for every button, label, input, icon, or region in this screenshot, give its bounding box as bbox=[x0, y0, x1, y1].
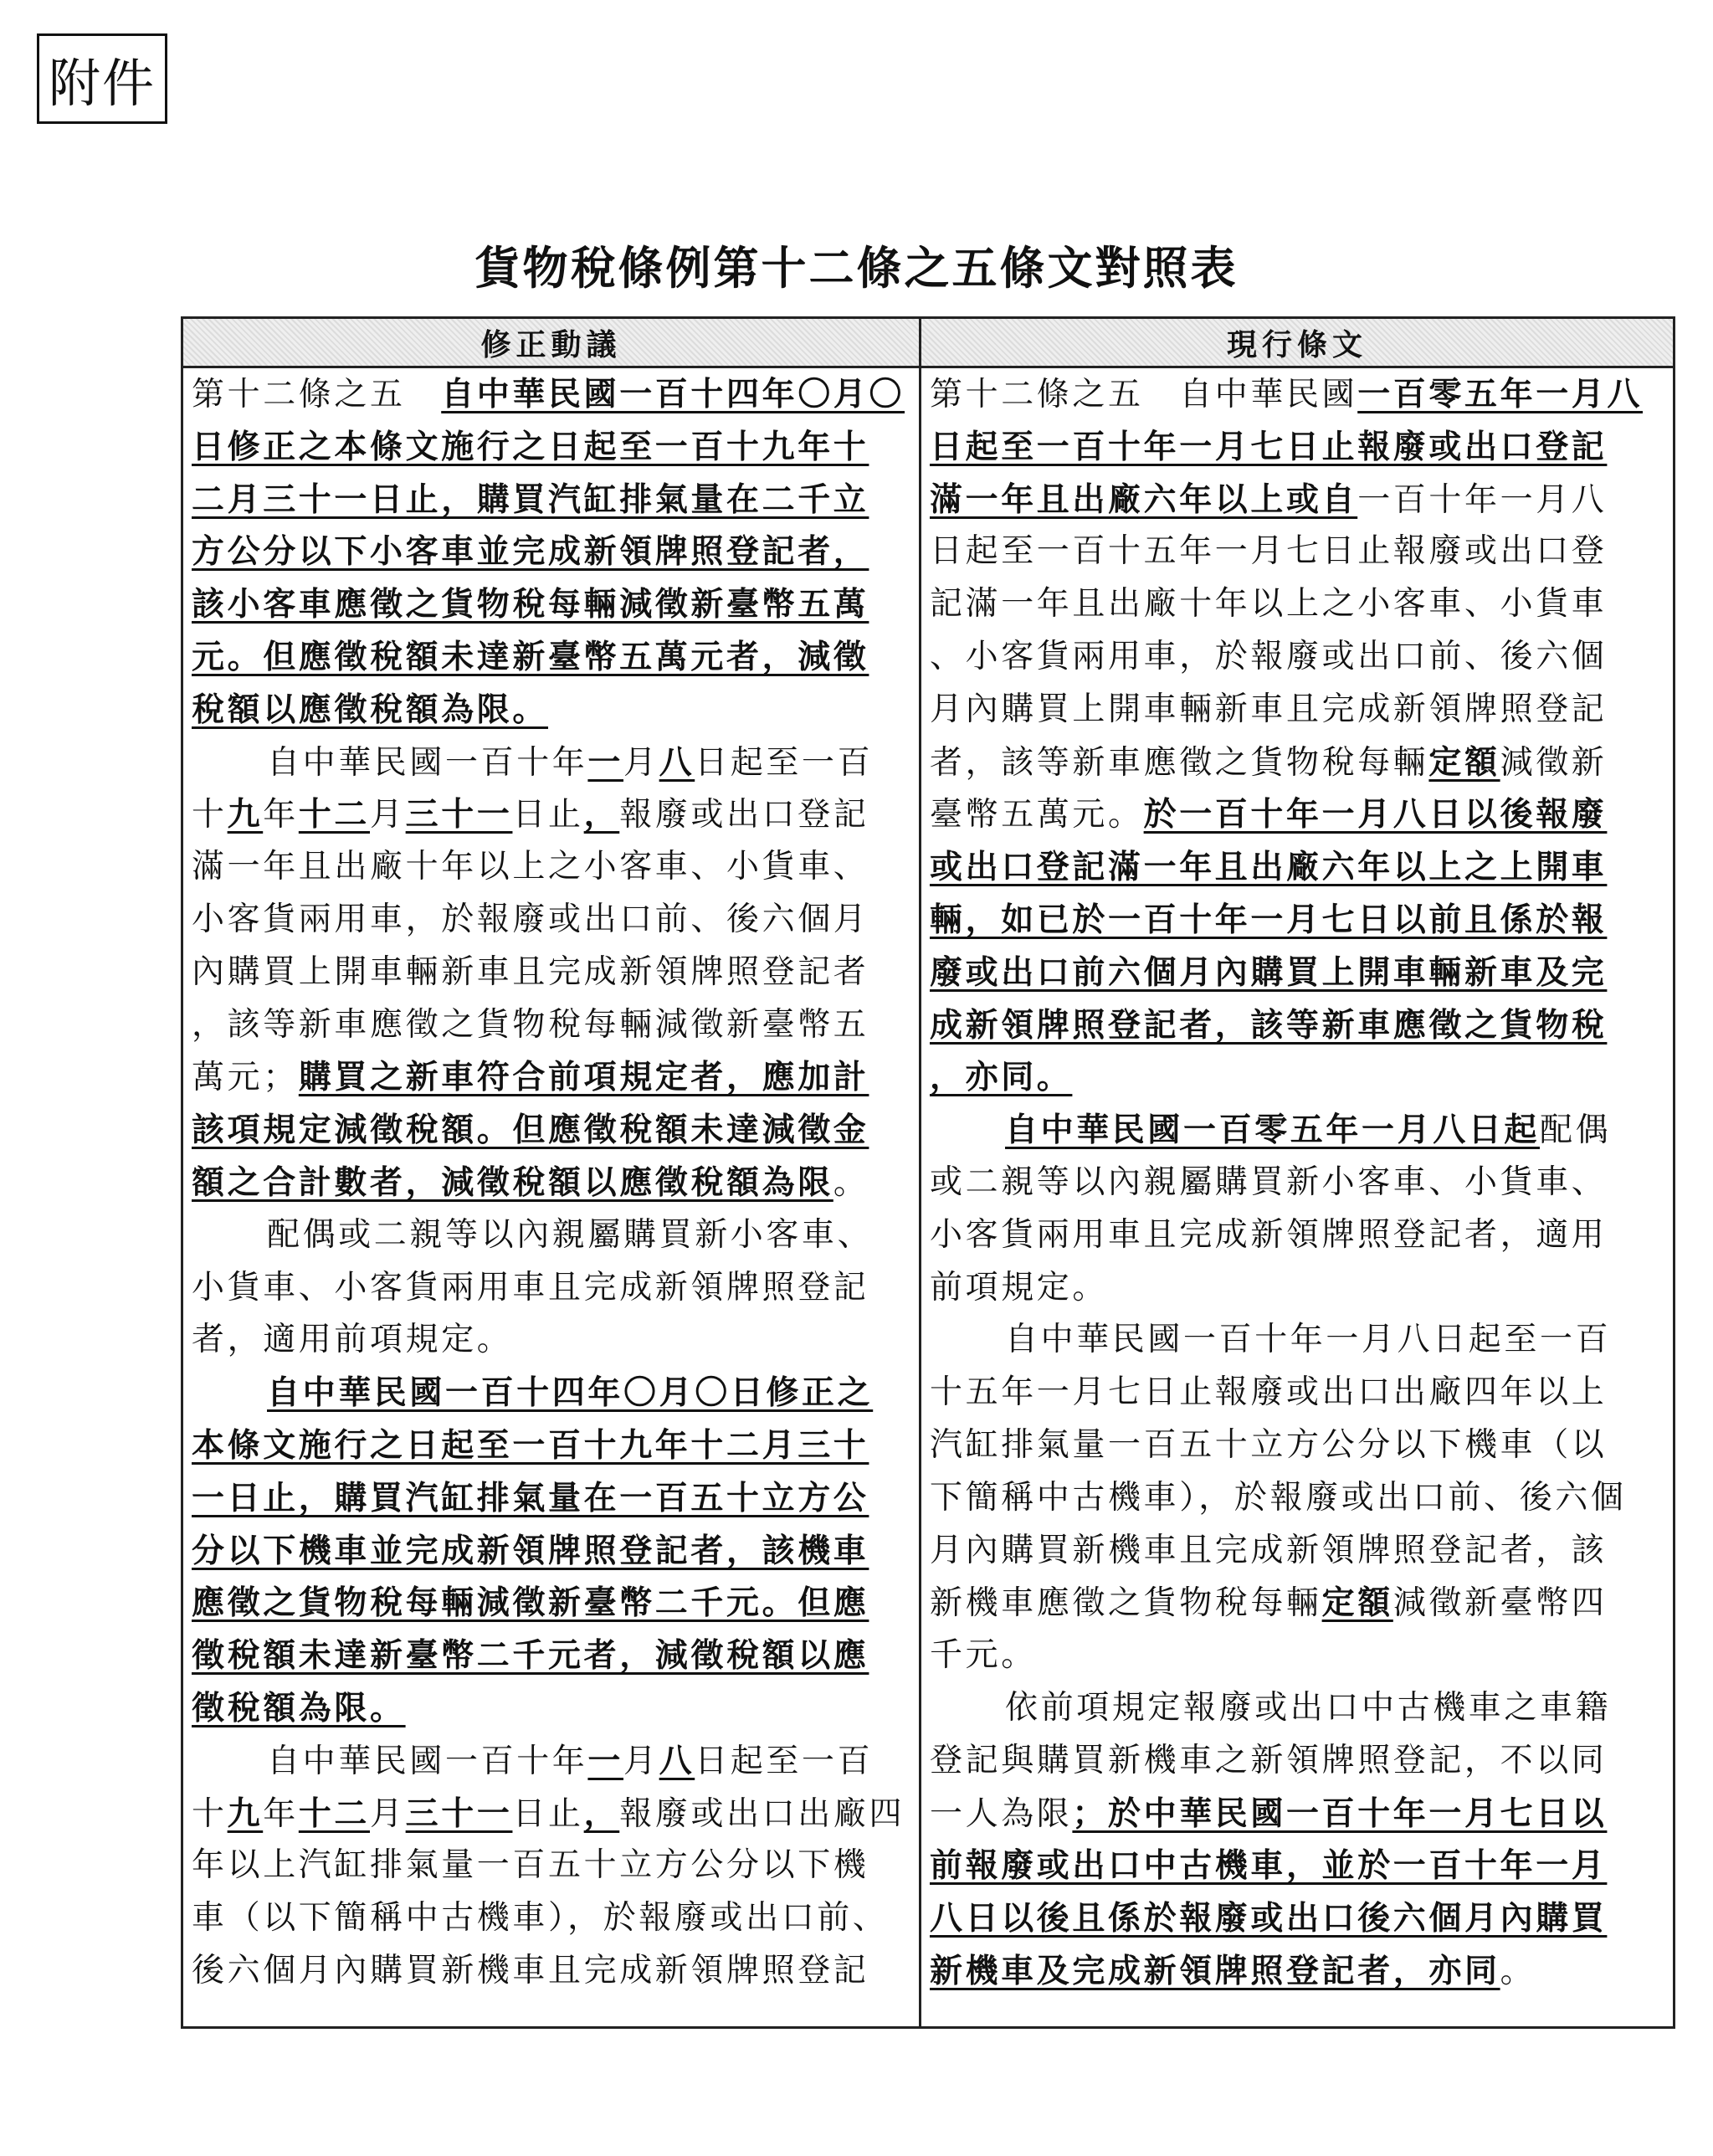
plain-text: 者，該等新車應徵之貨物稅每輛 bbox=[930, 743, 1429, 782]
underlined-text: 八 bbox=[659, 1741, 695, 1780]
right-text-line bbox=[930, 368, 1659, 421]
left-text-line bbox=[192, 1314, 905, 1367]
current-column bbox=[921, 319, 1673, 2026]
left-text-line bbox=[192, 947, 905, 999]
plain-text: 記滿一年且出廠十年以上之小客車、小貨車 bbox=[930, 585, 1608, 624]
plain-text: 者，適用前項規定。 bbox=[192, 1321, 513, 1359]
plain-text: 汽缸排氣量一百五十立方公分以下機車（以 bbox=[930, 1425, 1608, 1464]
left-text-line bbox=[192, 526, 905, 578]
right-text-line bbox=[930, 1314, 1659, 1367]
plain-text: 小貨車、小客貨兩用車且完成新領牌照登記 bbox=[192, 1268, 869, 1306]
plain-text: 報廢或出口出廠四 bbox=[619, 1794, 905, 1833]
underlined-text: 一百零五年一月八 bbox=[1357, 375, 1644, 413]
plain-text: 、小客貨兩用車，於報廢或出口前、後六個 bbox=[930, 637, 1608, 675]
underlined-text: 方公分以下小客車並完成新領牌照登記者， bbox=[192, 532, 869, 572]
underlined-text: 徵稅額未達新臺幣二千元者，減徵稅額以應 bbox=[192, 1636, 869, 1676]
plain-text: 年 bbox=[263, 1794, 299, 1833]
underlined-text: 一 bbox=[587, 742, 624, 782]
underlined-text: 一 bbox=[587, 1741, 624, 1780]
left-text-line bbox=[192, 1788, 905, 1840]
underlined-text: ， bbox=[583, 1794, 620, 1833]
underlined-text: ；於中華民國一百十年一月七日以 bbox=[1072, 1794, 1608, 1833]
plain-text: 內購買上開車輛新車且完成新領牌照登記者 bbox=[192, 952, 869, 991]
right-text-line bbox=[930, 1157, 1659, 1209]
plain-text: 日止 bbox=[512, 1794, 584, 1833]
underlined-text: 自中華民國一百十四年〇月〇 bbox=[441, 375, 905, 413]
right-text-line bbox=[930, 1840, 1659, 1892]
right-text-line bbox=[930, 894, 1659, 947]
document-title: 貨物稅條例第十二條之五條文對照表 bbox=[474, 241, 1239, 295]
left-text-line bbox=[192, 788, 905, 841]
right-text-line bbox=[930, 1892, 1659, 1945]
plain-text: 小客貨兩用車且完成新領牌照登記者，適用 bbox=[930, 1215, 1608, 1254]
left-text-line bbox=[192, 1735, 905, 1788]
plain-text: 月 bbox=[370, 796, 406, 834]
right-text-line bbox=[930, 1788, 1659, 1840]
left-text-line bbox=[192, 1262, 905, 1315]
left-text-line bbox=[192, 1367, 905, 1419]
amendment-text bbox=[183, 368, 919, 1998]
underlined-text: 十二 bbox=[298, 1794, 371, 1833]
left-text-line bbox=[192, 1051, 905, 1104]
right-text-line bbox=[930, 474, 1659, 526]
plain-text: 第十二條之五 bbox=[192, 376, 442, 413]
plain-text: 年 bbox=[263, 796, 299, 834]
underlined-text: 於一百十年一月八日以後報廢 bbox=[1143, 795, 1608, 834]
underlined-text: 八 bbox=[659, 742, 695, 782]
underlined-text: 定額 bbox=[1321, 1584, 1393, 1623]
plain-text: 小客貨兩用車，於報廢或出口前、後六個月 bbox=[192, 900, 869, 938]
current-column-header: 現行條文 bbox=[921, 319, 1673, 368]
plain-text: 十 bbox=[192, 1794, 228, 1833]
plain-text: 日起至一百 bbox=[695, 1742, 874, 1780]
underlined-text: 購買之新車符合前項規定者，應加計 bbox=[298, 1058, 869, 1097]
underlined-text: 九 bbox=[227, 1794, 264, 1833]
left-text-line bbox=[192, 474, 905, 526]
right-text-line bbox=[930, 1525, 1659, 1578]
plain-text: 減徵新臺幣四 bbox=[1392, 1584, 1608, 1623]
right-text-line bbox=[930, 684, 1659, 737]
plain-text: 第十二條之五 自中華民國 bbox=[930, 376, 1358, 413]
right-text-line bbox=[930, 947, 1659, 999]
right-text-line bbox=[930, 578, 1659, 631]
left-text-line bbox=[192, 841, 905, 894]
plain-text: 一人為限 bbox=[930, 1794, 1073, 1833]
underlined-text: 自中華民國一百零五年一月八日起 bbox=[1005, 1111, 1541, 1150]
plain-text: 萬元； bbox=[192, 1059, 299, 1097]
underlined-text: 一日止，購買汽缸排氣量在一百五十立方公 bbox=[192, 1478, 869, 1517]
plain-text: 千元。 bbox=[930, 1636, 1037, 1675]
right-text-line bbox=[930, 1630, 1659, 1682]
plain-text: 。 bbox=[833, 1163, 869, 1202]
underlined-text: 廢或出口前六個月內購買上開車輛新車及完 bbox=[930, 952, 1608, 992]
plain-text: 或二親等以內親屬購買新小客車、小貨車、 bbox=[930, 1163, 1608, 1201]
underlined-text: 輛，如已於一百十年一月七日以前且係於報 bbox=[930, 900, 1608, 939]
right-text-line bbox=[930, 421, 1659, 474]
underlined-text: 十二 bbox=[298, 795, 371, 834]
plain-text: 自中華民國一百十年 bbox=[267, 743, 588, 782]
right-text-line bbox=[930, 1682, 1659, 1735]
right-text-line bbox=[930, 1367, 1659, 1419]
left-text-line bbox=[192, 1209, 905, 1262]
underlined-text: 日修正之本條文施行之日起至一百十九年十 bbox=[192, 427, 869, 466]
underlined-text: 二月三十一日止，購買汽缸排氣量在二千立 bbox=[192, 480, 869, 519]
left-text-line bbox=[192, 368, 905, 421]
left-text-line bbox=[192, 1682, 905, 1735]
comparison-table bbox=[181, 316, 1675, 2029]
right-text-line bbox=[930, 1209, 1659, 1262]
right-text-line bbox=[930, 1419, 1659, 1472]
plain-text: 車（以下簡稱中古機車），於報廢或出口前、 bbox=[192, 1899, 889, 1938]
plain-text: 下簡稱中古機車），於報廢或出口前、後六個 bbox=[930, 1478, 1627, 1517]
right-text-line bbox=[930, 1735, 1659, 1788]
underlined-text: 稅額以應徵稅額為限。 bbox=[192, 690, 549, 729]
left-text-line bbox=[192, 1577, 905, 1630]
left-text-line bbox=[192, 1157, 905, 1209]
underlined-text: 徵稅額為限。 bbox=[192, 1688, 406, 1727]
underlined-text: 應徵之貨物稅每輛減徵新臺幣二千元。但應 bbox=[192, 1584, 869, 1623]
amendment-column-header: 修正動議 bbox=[183, 319, 919, 368]
left-text-line bbox=[192, 1840, 905, 1892]
underlined-text: 三十一 bbox=[405, 795, 513, 834]
right-text-line bbox=[930, 1051, 1659, 1104]
plain-text: 月內購買新機車且完成新領牌照登記者，該 bbox=[930, 1531, 1608, 1569]
plain-text: 日起至一百 bbox=[695, 743, 874, 782]
underlined-text: 該小客車應徵之貨物稅每輛減徵新臺幣五萬 bbox=[192, 585, 869, 624]
left-text-line bbox=[192, 1630, 905, 1682]
plain-text: 前項規定。 bbox=[930, 1268, 1109, 1306]
left-text-line bbox=[192, 1419, 905, 1472]
plain-text: 新機車應徵之貨物稅每輛 bbox=[930, 1584, 1322, 1623]
underlined-text: 新機車及完成新領牌照登記者，亦同 bbox=[930, 1951, 1500, 1990]
left-text-line bbox=[192, 999, 905, 1052]
plain-text: 後六個月內購買新機車且完成新領牌照登記 bbox=[192, 1951, 869, 1989]
plain-text: 減徵新 bbox=[1500, 743, 1608, 782]
plain-text: 滿一年且出廠十年以上之小客車、小貨車、 bbox=[192, 848, 869, 886]
plain-text: 依前項規定報廢或出口中古機車之車籍 bbox=[1005, 1688, 1612, 1727]
plain-text: 配偶 bbox=[1540, 1111, 1612, 1150]
underlined-text: 八日以後且係於報廢或出口後六個月內購買 bbox=[930, 1899, 1608, 1938]
left-text-line bbox=[192, 894, 905, 947]
plain-text: 月 bbox=[623, 1742, 659, 1780]
plain-text: 報廢或出口登記 bbox=[619, 796, 869, 834]
underlined-text: 前報廢或出口中古機車，並於一百十年一月 bbox=[930, 1846, 1608, 1886]
amendment-column bbox=[183, 319, 921, 2026]
underlined-text: 三十一 bbox=[405, 1794, 513, 1833]
underlined-text: 額之合計數者，減徵稅額以應徵稅額為限 bbox=[192, 1163, 833, 1202]
plain-text: 自中華民國一百十年一月八日起至一百 bbox=[1005, 1321, 1612, 1359]
underlined-text: 定額 bbox=[1428, 742, 1500, 782]
plain-text: 日起至一百十五年一月七日止報廢或出口登 bbox=[930, 532, 1608, 571]
left-text-line bbox=[192, 1472, 905, 1525]
underlined-text: 元。但應徵稅額未達新臺幣五萬元者，減徵 bbox=[192, 637, 869, 676]
right-text-line bbox=[930, 788, 1659, 841]
right-text-line bbox=[930, 526, 1659, 578]
right-text-line bbox=[930, 1472, 1659, 1525]
underlined-text: 九 bbox=[227, 795, 264, 834]
underlined-text: 滿一年且出廠六年以上或自 bbox=[930, 480, 1358, 519]
underlined-text: ，亦同。 bbox=[930, 1058, 1073, 1097]
plain-text: 配偶或二親等以內親屬購買新小客車、 bbox=[267, 1215, 874, 1254]
right-text-line bbox=[930, 1104, 1659, 1157]
underlined-text: 本條文施行之日起至一百十九年十二月三十 bbox=[192, 1425, 869, 1465]
left-text-line bbox=[192, 1525, 905, 1578]
underlined-text: ， bbox=[583, 795, 620, 834]
underlined-text: 或出口登記滿一年且出廠六年以上之上開車 bbox=[930, 848, 1608, 887]
right-text-line bbox=[930, 737, 1659, 789]
left-text-line bbox=[192, 1945, 905, 1998]
right-text-line bbox=[930, 1262, 1659, 1315]
right-text-line bbox=[930, 1945, 1659, 1998]
underlined-text: 該項規定減徵稅額。但應徵稅額未達減徵金 bbox=[192, 1111, 869, 1150]
plain-text: 十 bbox=[192, 796, 228, 834]
underlined-text: 日起至一百十年一月七日止報廢或出口登記 bbox=[930, 427, 1608, 466]
current-text bbox=[921, 368, 1673, 1998]
plain-text: 月內購買上開車輛新車且完成新領牌照登記 bbox=[930, 690, 1608, 728]
underlined-text: 分以下機車並完成新領牌照登記者，該機車 bbox=[192, 1531, 869, 1570]
plain-text: 日止 bbox=[512, 796, 584, 834]
underlined-text: 成新領牌照登記者，該等新車應徵之貨物稅 bbox=[930, 1005, 1608, 1045]
right-text-line bbox=[930, 631, 1659, 684]
right-text-line bbox=[930, 1577, 1659, 1630]
right-text-line bbox=[930, 999, 1659, 1052]
plain-text: 。 bbox=[1500, 1952, 1536, 1990]
left-text-line bbox=[192, 737, 905, 789]
plain-text: 一百十年一月八 bbox=[1357, 480, 1608, 519]
plain-text: 自中華民國一百十年 bbox=[267, 1742, 588, 1780]
left-text-line bbox=[192, 1104, 905, 1157]
plain-text: 月 bbox=[370, 1794, 406, 1833]
plain-text: 月 bbox=[623, 743, 659, 782]
left-text-line bbox=[192, 684, 905, 737]
right-text-line bbox=[930, 841, 1659, 894]
plain-text: 年以上汽缸排氣量一百五十立方公分以下機 bbox=[192, 1846, 869, 1885]
plain-text: 十五年一月七日止報廢或出口出廠四年以上 bbox=[930, 1373, 1608, 1412]
left-text-line bbox=[192, 578, 905, 631]
left-text-line bbox=[192, 1892, 905, 1945]
plain-text: 登記與購買新機車之新領牌照登記，不以同 bbox=[930, 1741, 1608, 1779]
plain-text: ，該等新車應徵之貨物稅每輛減徵新臺幣五 bbox=[192, 1005, 869, 1044]
left-text-line bbox=[192, 421, 905, 474]
underlined-text: 自中華民國一百十四年〇月〇日修正之 bbox=[267, 1373, 874, 1413]
attachment-label: 附件 bbox=[37, 33, 167, 124]
plain-text: 臺幣五萬元。 bbox=[930, 796, 1144, 834]
left-text-line bbox=[192, 631, 905, 684]
